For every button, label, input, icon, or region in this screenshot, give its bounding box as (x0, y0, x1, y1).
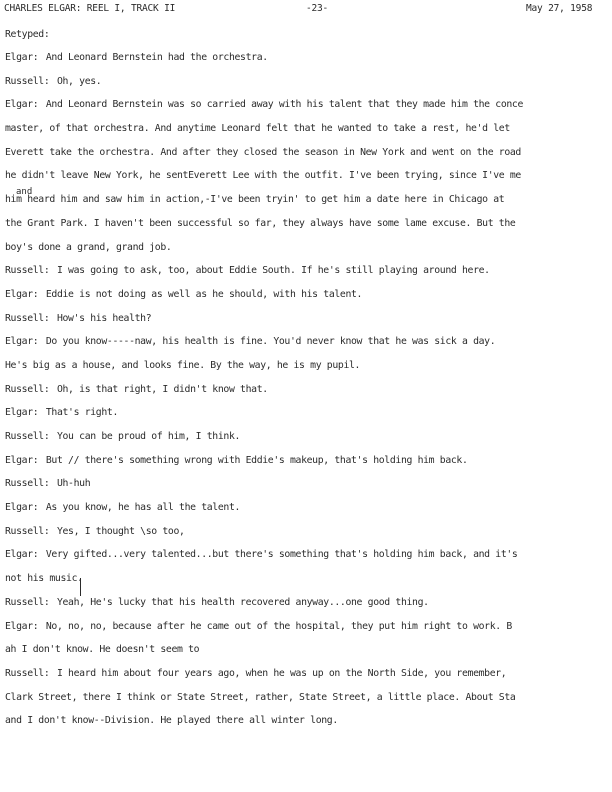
dialogue-text: You can be proud of him, I think. (56, 431, 241, 442)
dialogue-text: I heard him about four years ago, when he was up on the North Side, you remember, (56, 667, 507, 679)
header-date: May 27, 1958 (526, 3, 593, 14)
dialogue-text: Do you know-----naw, his health is fine. You'd never know that he was sick a day. (45, 336, 496, 348)
page-number: -23- (306, 3, 329, 14)
transcript-line (5, 405, 607, 429)
speaker-label: Elgar: (5, 454, 39, 466)
dialogue-text: And Leonard Bernstein was so carried away with his talent that they made him the conce (45, 99, 524, 111)
transcript-line (5, 547, 607, 571)
speaker-label: Russell: (5, 75, 50, 87)
transcript-line (5, 334, 607, 358)
dialogue-text: the Grant Park. I haven't been successful so far, they always have some lame excuse. But the (5, 217, 516, 229)
dialogue-text: Oh, is that right, I didn't know that. (56, 383, 268, 395)
dialogue-text: and I don't know--Division. He played there all winter long. (5, 715, 338, 727)
dialogue-text: Everett take the orchestra. And after they closed the season in New York and went on the road (5, 146, 521, 158)
transcript-line (5, 619, 607, 643)
speaker-label: Russell: (5, 596, 50, 608)
speaker-label: Russell: (5, 525, 50, 537)
speaker-label: Russell: (5, 312, 50, 324)
transcript-line (5, 240, 607, 264)
speaker-label: Russell: (5, 478, 50, 490)
transcript-line (5, 595, 607, 619)
transcript-line (5, 287, 607, 311)
transcript-line (5, 358, 607, 382)
transcript-line (5, 168, 607, 192)
dialogue-text: not his music. (5, 573, 83, 585)
speaker-label: Elgar: (5, 502, 39, 514)
dialogue-text: master, of that orchestra. And anytime Leonard felt that he wanted to take a rest, he'd let (5, 123, 510, 135)
dialogue-text: ah I don't know. He doesn't seem to (5, 644, 200, 656)
dialogue-text: That's right. (45, 407, 118, 419)
transcript-line (5, 429, 607, 453)
speaker-label: Elgar: (5, 336, 39, 348)
header-label: CHARLES ELGAR: REEL I, TRACK II (4, 3, 176, 14)
dialogue-text: he didn't leave New York, he sentEverett Lee with the outfit. I've been trying, since I've me (5, 170, 521, 182)
retyped-label: Retyped: (5, 29, 50, 40)
dialogue-text: Oh, yes. (56, 75, 102, 87)
speaker-label: Elgar: (5, 549, 39, 561)
dialogue-text: him heard him and saw him in action,-I've been tryin' to get him a date here in Chicago at (5, 194, 505, 206)
transcript-line (5, 311, 607, 335)
transcript-line (5, 642, 607, 666)
dialogue-text: I was going to ask, too, about Eddie South. If he's still playing around here. (56, 265, 490, 277)
interlinear-insert: and (16, 187, 33, 197)
speaker-label: Russell: (5, 265, 50, 277)
speaker-label: Russell: (5, 431, 50, 442)
speaker-label: Elgar: (5, 288, 39, 300)
transcript-line (5, 453, 607, 477)
transcript-line (5, 74, 607, 98)
speaker-label: Elgar: (5, 407, 39, 419)
dialogue-text: Eddie is not doing as well as he should, with his talent. (45, 288, 363, 300)
transcript-line (5, 263, 607, 287)
transcript-line (5, 476, 607, 500)
speaker-label: Elgar: (5, 99, 39, 111)
transcript-line (5, 666, 607, 690)
transcript-line (5, 524, 607, 548)
dialogue-text: Very gifted...very talented...but there's something that's holding him back, and it's (45, 549, 518, 561)
dialogue-text: Yeah, He's lucky that his health recovered anyway...one good thing. (56, 596, 429, 608)
dialogue-text: He's big as a house, and looks fine. By the way, he is my pupil. (5, 359, 361, 371)
dialogue-text: But // there's something wrong with Eddie's makeup, that's holding him back. (45, 454, 468, 466)
speaker-label: Elgar: (5, 52, 39, 63)
dialogue-text: Yes, I thought \so too, (56, 525, 185, 537)
dialogue-text: boy's done a grand, grand job. (5, 241, 172, 253)
transcript-line (5, 713, 607, 737)
transcript-line (5, 500, 607, 524)
transcript-line (5, 97, 607, 121)
transcript-line (5, 121, 607, 145)
dialogue-text: No, no, no, because after he came out of the hospital, they put him right to work. B (45, 620, 512, 632)
transcript-line (5, 145, 607, 169)
dialogue-text: And Leonard Bernstein had the orchestra. (45, 52, 268, 63)
transcript-line (5, 690, 607, 714)
transcript-lines (5, 50, 607, 737)
dialogue-text: Uh-huh (56, 478, 91, 490)
transcript-line (5, 571, 607, 595)
transcript-body (5, 28, 607, 737)
dialogue-text: Clark Street, there I think or State Street, rather, State Street, a little place. About Sta (5, 691, 516, 703)
transcript-line (5, 192, 607, 216)
page-header (4, 3, 608, 17)
dialogue-text: As you know, he has all the talent. (45, 502, 241, 514)
dialogue-text: How's his health? (56, 312, 152, 324)
transcript-line (5, 382, 607, 406)
speaker-label: Russell: (5, 383, 50, 395)
speaker-label: Elgar: (5, 620, 39, 632)
transcript-line (5, 50, 607, 74)
transcript-line (5, 216, 607, 240)
speaker-label: Russell: (5, 667, 50, 679)
